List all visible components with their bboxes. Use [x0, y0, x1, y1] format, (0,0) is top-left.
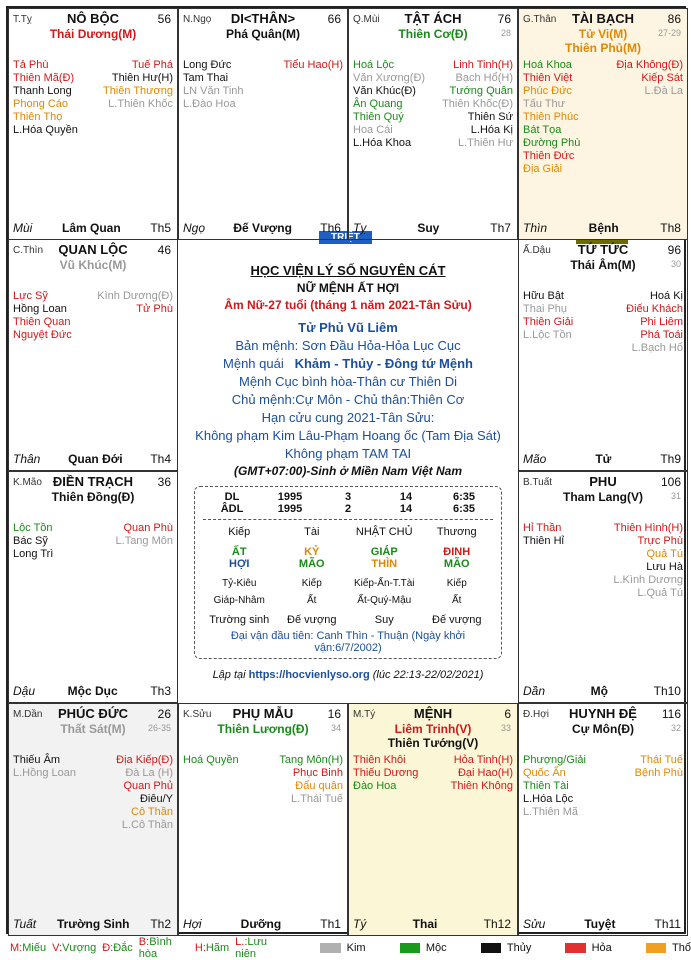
legend-swatch — [400, 943, 420, 953]
star-row: Đẩu quân — [295, 780, 343, 792]
star-row: Thiên Hỉ Trực Phù — [523, 535, 683, 547]
legend-swatch — [565, 943, 585, 953]
star-row: L.Đào Hoa — [183, 98, 236, 110]
branch-label: Q.Mùi — [353, 14, 380, 25]
star-row: L.Hồng Loan Đà La (H) — [13, 767, 173, 779]
palace-footer: Thân Quan Đới Th4 — [13, 452, 171, 466]
branch-label: M.Tý — [353, 709, 376, 720]
star-row: Thiên Giải Phi Liêm — [523, 316, 683, 328]
age-number: 56 — [157, 12, 171, 26]
star-row: Điêu/Y — [139, 793, 173, 805]
star-row: Văn Xương(Đ) Bạch Hổ(H) — [353, 72, 513, 84]
palace-name: TỨ TỨC — [577, 242, 629, 257]
star-row: Thiên Mã(Đ) Thiên Hư(H) — [13, 72, 173, 84]
age-line: Âm Nữ-27 tuổi (tháng 1 năm 2021-Tân Sửu) — [224, 298, 472, 312]
main-star: Thiên Lương(Đ) — [217, 722, 309, 736]
age-range: 34 — [330, 723, 341, 733]
star-row: Hoá Khoa Địa Không(Đ) — [523, 59, 683, 71]
age-number: 26 — [157, 707, 171, 721]
palace-footer: Hợi Dưỡng Th1 — [183, 917, 341, 931]
age-range: 27-29 — [657, 28, 681, 38]
star-row: LN Văn Tinh — [183, 85, 244, 97]
legend-abbr: Đ:Đắc — [102, 942, 133, 954]
legend-element: Mộc — [425, 942, 447, 954]
dl-row: DL 1995 3 14 6:35 — [224, 491, 476, 503]
star-list — [13, 754, 173, 832]
palace-name: QUAN LỘC — [58, 242, 128, 257]
adl-row: ÂDL 1995 2 14 6:35 — [203, 503, 493, 520]
r2-row: Giáp-Nhâm Ất Ất-Quý-Mậu Ất — [213, 595, 462, 606]
star-row: Đường Phù — [523, 137, 581, 149]
star-row: L.Thiên Mã — [523, 806, 579, 818]
star-row: Hồng Loan Tử Phù — [13, 303, 173, 315]
star-row: Long Đức Tiểu Hao(H) — [183, 59, 343, 71]
star-row: Hữu Bật Hoá Kị — [523, 290, 683, 302]
timezone-line: (GMT+07:00)-Sinh ở Miền Nam Việt Nam — [234, 464, 462, 478]
star-row: Nguyệt Đức — [13, 329, 72, 341]
legend-swatch — [481, 943, 501, 953]
star-row: Hỉ Thần Thiên Hình(H) — [523, 522, 683, 534]
star-row: Thiếu Âm Địa Kiếp(Đ) — [13, 754, 173, 766]
ban-menh: Bản mệnh: Sơn Đầu Hỏa-Hỏa Lục Cục — [235, 338, 461, 353]
palace-footer: Dậu Mộc Dục Th3 — [13, 684, 171, 698]
legend-element: Kim — [346, 942, 366, 954]
branch-label: T.Tỵ — [13, 14, 32, 25]
star-row: L.Hóa Khoa L.Thiên Hư — [353, 137, 513, 149]
age-number: 46 — [157, 243, 171, 257]
star-list — [523, 59, 683, 176]
star-row: Phong Cáo L.Thiên Khốc — [13, 98, 173, 110]
star-row: Tam Thai — [183, 72, 229, 84]
palace-name: PHÚC ĐỨC — [57, 706, 128, 721]
main-star: Thiên Cơ(Đ) — [398, 27, 468, 41]
menh-quai: Mệnh quái Khảm - Thủy - Đông tứ Mệnh — [223, 356, 473, 371]
main-star: Cự Môn(Đ) — [571, 722, 634, 736]
legend-swatch — [646, 943, 666, 953]
palace-name: TÀI BẠCH — [571, 11, 635, 26]
palace-name: PHU — [589, 474, 617, 489]
star-group: Tử Phủ Vũ Liêm — [298, 320, 398, 335]
star-row: L.Quả Tú — [637, 587, 683, 599]
age-range: 33 — [500, 723, 511, 733]
main-star: Thái Dương(M) — [49, 27, 137, 41]
legend-abbr: M:Miếu — [10, 942, 47, 954]
palace-name: ĐIỀN TRẠCH — [52, 474, 134, 489]
star-row: L.Cô Thần — [121, 819, 173, 831]
star-list — [523, 290, 683, 355]
palace-dau — [518, 239, 688, 471]
age-number: 36 — [157, 475, 171, 489]
palace-name: NÔ BỘC — [67, 11, 119, 26]
center-info — [178, 239, 518, 703]
star-row: L.Kình Dương — [613, 574, 683, 586]
legend-element: Thủy — [506, 942, 532, 954]
main-star: Tử Vi(M) — [578, 27, 628, 41]
chu-menh: Chủ mệnh:Cự Môn - Chủ thân:Thiên Cơ — [231, 392, 465, 407]
star-row: Lực Sỹ Kình Dương(Đ) — [13, 290, 173, 302]
palace-tuat — [518, 471, 688, 703]
star-row: Quốc Ấn Bệnh Phù — [523, 767, 683, 779]
star-row: Thiên Quý Thiên Sứ — [353, 111, 513, 123]
palace-footer: Thìn Bệnh Th8 — [523, 221, 681, 235]
star-row: Lưu Hà — [646, 561, 683, 573]
branch-label: Đ.Hợi — [523, 709, 550, 720]
star-row: L.Bạch Hổ — [631, 342, 683, 354]
star-row: Bát Tọa — [523, 124, 562, 136]
legend-abbr: L.:Lưu niên — [235, 936, 267, 960]
palace-footer: Tý Thai Th12 — [353, 917, 511, 931]
age-number: 106 — [660, 475, 681, 489]
star-row: Thiếu Dương Đại Hao(H) — [353, 767, 513, 779]
palace-suu — [178, 703, 348, 936]
age-range: 31 — [670, 491, 681, 501]
palace-name: DI<THÂN> — [230, 11, 296, 26]
branch-label: B.Tuất — [523, 477, 553, 488]
legend-abbr: H:Hãm — [194, 942, 230, 954]
palace-hoi — [518, 703, 688, 936]
age-range: 26-35 — [147, 723, 171, 733]
age-range: 30 — [670, 259, 681, 269]
palace-footer: Ngọ Đế Vượng Th6 — [183, 221, 341, 235]
star-row: Phượng/Giải Thái Tuế — [523, 754, 683, 766]
site-link[interactable]: https://hocvienlyso.org — [248, 669, 370, 681]
palace-name: PHỤ MẪU — [232, 706, 294, 721]
star-row: Thiên Đức — [523, 150, 575, 162]
branch-label: M.Dần — [13, 709, 43, 720]
star-list — [353, 754, 513, 793]
main-star: Thái Âm(M) — [570, 258, 636, 272]
star-row: Thanh Long Thiên Thương — [13, 85, 173, 97]
can-row: ẤT KỶ GIÁP ĐINH — [231, 546, 471, 558]
star-row: Ân Quang Thiên Khốc(Đ) — [353, 98, 513, 110]
main-star: Thất Sát(M) — [60, 722, 126, 736]
han-cuu-cung: Hạn cửu cung 2021-Tân Sửu: — [261, 410, 435, 425]
triet-badge: TRIỆT — [319, 231, 372, 244]
age-number: 16 — [327, 707, 341, 721]
star-list — [523, 754, 683, 819]
star-row: Long Trì — [13, 548, 54, 560]
palace-name: TẬT ÁCH — [404, 11, 462, 26]
main-star-2: Thiên Phủ(M) — [565, 41, 641, 55]
main-star: Thiên Đồng(Đ) — [51, 490, 135, 504]
palace-thin — [8, 239, 178, 471]
main-star-2: Thiên Tướng(V) — [387, 736, 479, 750]
main-star: Vũ Khúc(M) — [59, 258, 127, 272]
main-star: Tham Lang(V) — [563, 490, 643, 504]
star-row: Quan Phủ — [123, 780, 173, 792]
star-row: Hoá Quyền Tang Môn(H) — [183, 754, 343, 766]
tam-tai: Không phạm TAM TAI — [284, 446, 412, 461]
star-row: Đào Hoa Thiên Không — [353, 780, 513, 792]
dai-van: Đại vận đầu tiên: Canh Thìn - Thuận (Ngày khởi vận:6/7/2002) — [230, 630, 466, 654]
branch-label: Ấ.Dậu — [523, 245, 551, 256]
star-list — [183, 754, 343, 806]
age-number: 66 — [327, 12, 341, 26]
star-list — [13, 59, 173, 137]
palace-name: MỆNH — [413, 706, 453, 721]
star-list — [13, 290, 173, 342]
gender-title: NỮ MỆNH ẤT HỢI — [296, 281, 400, 295]
r1-row: Tỷ-Kiêu Kiếp Kiếp-Ấn-T.Tài Kiếp — [222, 578, 467, 589]
palace-mui — [348, 8, 518, 240]
star-row: Lộc Tồn Quan Phù — [13, 522, 173, 534]
palace-footer: Dần Mộ Th10 — [523, 684, 681, 698]
branch-label: K.Mão — [13, 477, 42, 488]
star-list — [183, 59, 343, 111]
palace-footer: Sửu Tuyệt Th11 — [523, 917, 681, 931]
star-row: Thiên Quan — [13, 316, 71, 328]
palace-footer: Tuất Trường Sinh Th2 — [13, 917, 171, 931]
palace-dan — [8, 703, 178, 936]
star-row: Phục Binh — [292, 767, 343, 779]
age-number: 76 — [497, 12, 511, 26]
palace-mao — [8, 471, 178, 703]
star-list — [13, 522, 173, 561]
star-row: Văn Khúc(Đ) Tướng Quân — [353, 85, 513, 97]
star-list — [353, 59, 513, 150]
star-row: Địa Giải — [523, 163, 563, 175]
palace-footer: Mão Tử Th9 — [523, 452, 681, 466]
star-row: Thiên Phúc — [523, 111, 579, 123]
chi-row: HỢI MÃO THÌN MÃO — [229, 558, 470, 570]
star-row: L.Hóa Lộc — [523, 793, 574, 805]
palace-ti — [348, 703, 518, 936]
hdr-row: Kiếp Tài NHẬT CHỦ Thương — [228, 526, 477, 538]
birth-table — [194, 486, 502, 659]
palace-ty — [8, 8, 178, 240]
star-row: Tấu Thư — [523, 98, 566, 110]
palace-name: HUYNH ĐỆ — [569, 706, 637, 721]
star-row: Thiên Việt Kiếp Sát — [523, 72, 683, 84]
star-row: Hoa Cái L.Hóa Kị — [353, 124, 513, 136]
r3-row: Trường sinh Đế vượng Suy Đế vượng — [209, 614, 482, 626]
star-row: Thiên Thọ — [13, 111, 63, 123]
star-row: L.Lộc Tồn Phá Toái — [523, 329, 683, 341]
star-row: Phúc Đức L.Đà La — [523, 85, 683, 97]
school-title: HỌC VIỆN LÝ SỐ NGUYÊN CÁT — [250, 263, 446, 278]
kim-lau: Không phạm Kim Lâu-Phạm Hoang ốc (Tam Địa Sát) — [195, 428, 501, 443]
palace-ngo — [178, 8, 348, 240]
age-number: 96 — [667, 243, 681, 257]
branch-label: N.Ngọ — [183, 14, 212, 25]
legend-bar — [0, 936, 691, 960]
age-number: 116 — [661, 707, 681, 721]
branch-label: K.Sửu — [183, 709, 212, 720]
legend-abbr: B:Bình hòa — [138, 936, 172, 960]
star-row: Thiên Tài — [523, 780, 569, 792]
star-row: Quả Tú — [646, 548, 683, 560]
star-row: Bác Sỹ L.Tang Môn — [13, 535, 173, 547]
branch-label: G.Thân — [523, 14, 557, 25]
menh-cuc: Mệnh Cục bình hòa-Thân cư Thiên Di — [238, 374, 458, 389]
main-star: Phá Quân(M) — [226, 27, 300, 41]
star-row: L.Hóa Quyền — [13, 124, 78, 136]
palace-footer: Mùi Lâm Quan Th5 — [13, 221, 171, 235]
age-range: 32 — [670, 723, 681, 733]
legend-element: Hỏa — [591, 942, 612, 954]
branch-label: C.Thìn — [13, 245, 44, 256]
star-row: Thiên Khôi Hỏa Tinh(H) — [353, 754, 513, 766]
star-row: Hoá Lộc Linh Tinh(H) — [353, 59, 513, 71]
legend-swatch — [320, 943, 340, 953]
star-row: L.Thái Tuế — [291, 793, 343, 805]
age-number: 86 — [667, 12, 681, 26]
star-row: Thai Phụ Điếu Khách — [523, 303, 683, 315]
age-range: 28 — [500, 28, 511, 38]
star-row: Cô Thần — [131, 806, 173, 818]
star-row: Tả Phù Tuế Phá — [13, 59, 173, 71]
palace-than — [518, 8, 688, 240]
legend-abbr: V:Vượng — [52, 942, 97, 954]
chart-board — [6, 6, 686, 934]
age-number: 6 — [504, 707, 511, 721]
legend-element: Thổ — [672, 942, 691, 954]
star-list — [523, 522, 683, 600]
created-at: Lập tại https://hocvienlyso.org (lúc 22:13-22/02/2021) — [212, 669, 484, 681]
palace-footer: Tỵ Suy Th7 — [353, 221, 511, 235]
main-star: Liêm Trinh(V) — [394, 722, 472, 736]
